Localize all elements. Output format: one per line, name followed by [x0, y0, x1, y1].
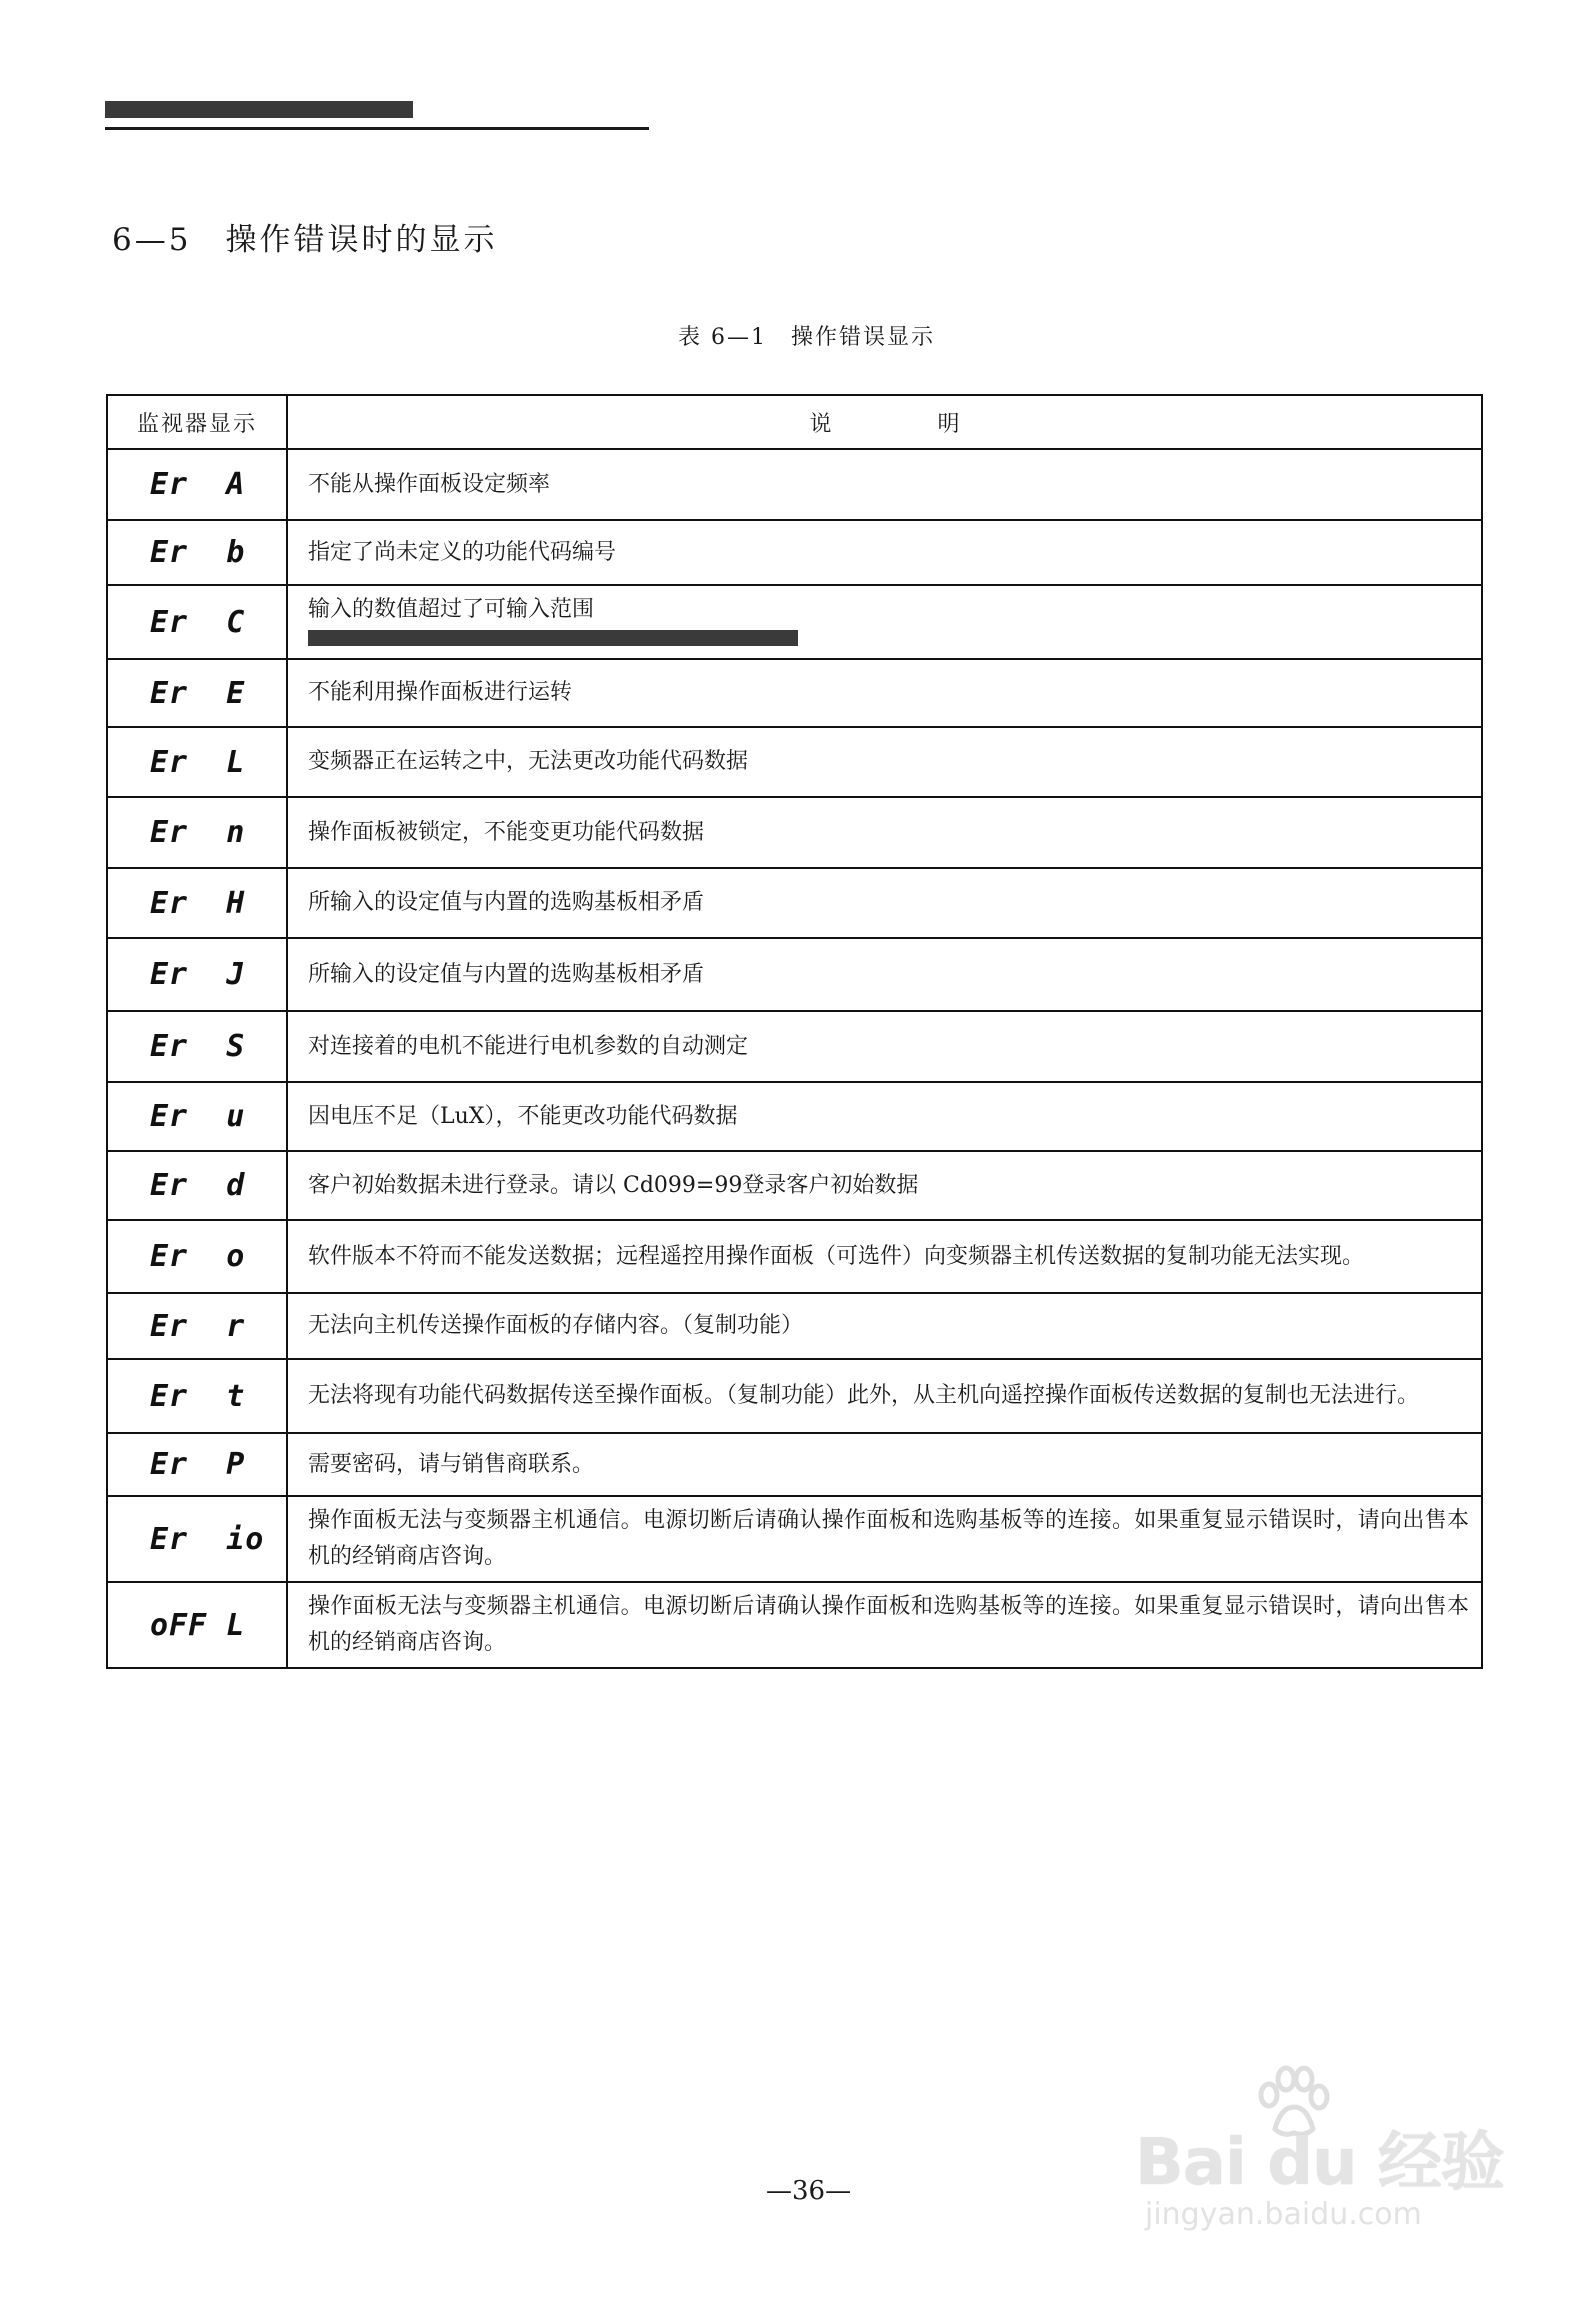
table-row: [107, 727, 1482, 797]
error-code: Er S: [107, 1011, 287, 1082]
table-row: [107, 1293, 1482, 1359]
page-number: —36—: [766, 2176, 852, 2206]
error-display-table: [106, 394, 1483, 1669]
error-code: Er t: [107, 1359, 287, 1433]
error-description: 操作面板无法与变频器主机通信。电源切断后请确认操作面板和选购基板等的连接。如果重复显示错误时，请向出售本机的经销商店咨询。: [287, 1582, 1482, 1668]
error-description: 客户初始数据未进行登录。请以 Cd099=99登录客户初始数据: [287, 1151, 1482, 1220]
error-code: Er d: [107, 1151, 287, 1220]
section-title: 6—5 操作错误时的显示: [112, 222, 498, 258]
header-description-label: 说明: [809, 411, 960, 437]
table-row: [107, 1151, 1482, 1220]
error-code: Er E: [107, 659, 287, 727]
table-row: [107, 1220, 1482, 1293]
error-description: 操作面板被锁定，不能变更功能代码数据: [287, 797, 1482, 868]
table-row: [107, 520, 1482, 585]
error-code: Er n: [107, 797, 287, 868]
error-code: Er A: [107, 449, 287, 520]
table-row: [107, 1082, 1482, 1151]
table-row: [107, 1359, 1482, 1433]
table-row: [107, 659, 1482, 727]
table-row: [107, 585, 1482, 659]
error-code: Er L: [107, 727, 287, 797]
error-code: Er b: [107, 520, 287, 585]
error-code: Er J: [107, 938, 287, 1011]
error-code: Er o: [107, 1220, 287, 1293]
error-description: 指定了尚未定义的功能代码编号: [287, 520, 1482, 585]
table-row: [107, 868, 1482, 938]
table-caption: 表 6—1 操作错误显示: [678, 325, 935, 350]
error-description: 输入的数值超过了可输入范围: [308, 597, 595, 622]
watermark-url: jingyan.baidu.com: [1145, 2197, 1422, 2232]
error-description: 软件版本不符而不能发送数据；远程遥控用操作面板（可选件）向变频器主机传送数据的复制功能无法实现。: [287, 1220, 1482, 1293]
watermark-logo-text: Bai du 经验: [1135, 2126, 1504, 2200]
error-description: 不能利用操作面板进行运转: [287, 659, 1482, 727]
error-description-cell: [287, 585, 1482, 659]
header-description: [287, 395, 1482, 449]
redaction-bar: [308, 630, 798, 646]
error-description: 所输入的设定值与内置的选购基板相矛盾: [287, 868, 1482, 938]
table-header-row: [107, 395, 1482, 449]
error-description: 不能从操作面板设定频率: [287, 449, 1482, 520]
table-row: [107, 1582, 1482, 1668]
table-row: [107, 938, 1482, 1011]
header-monitor-display: 监视器显示: [107, 395, 287, 449]
error-description: 无法向主机传送操作面板的存储内容。（复制功能）: [287, 1293, 1482, 1359]
error-description: 操作面板无法与变频器主机通信。电源切断后请确认操作面板和选购基板等的连接。如果重复显示错误时，请向出售本机的经销商店咨询。: [287, 1496, 1482, 1582]
table-row: [107, 1433, 1482, 1496]
header-rule: [105, 127, 649, 130]
error-code: Er H: [107, 868, 287, 938]
error-description: 对连接着的电机不能进行电机参数的自动测定: [287, 1011, 1482, 1082]
error-code: Er io: [107, 1496, 287, 1582]
error-description: 因电压不足（LuX），不能更改功能代码数据: [287, 1082, 1482, 1151]
table-row: [107, 449, 1482, 520]
error-code: oFF L: [107, 1582, 287, 1668]
error-description: 需要密码，请与销售商联系。: [287, 1433, 1482, 1496]
table-row: [107, 797, 1482, 868]
header-decoration-bar: [105, 101, 413, 118]
error-code: Er P: [107, 1433, 287, 1496]
error-code: Er r: [107, 1293, 287, 1359]
table-row: [107, 1011, 1482, 1082]
error-code: Er u: [107, 1082, 287, 1151]
error-description: 变频器正在运转之中，无法更改功能代码数据: [287, 727, 1482, 797]
error-code: Er C: [107, 585, 287, 659]
table-row: [107, 1496, 1482, 1582]
error-description: 所输入的设定值与内置的选购基板相矛盾: [287, 938, 1482, 1011]
error-description: 无法将现有功能代码数据传送至操作面板。（复制功能）此外，从主机向遥控操作面板传送数据的复制也无法进行。: [287, 1359, 1482, 1433]
baidu-jingyan-watermark: [1135, 2065, 1505, 2235]
